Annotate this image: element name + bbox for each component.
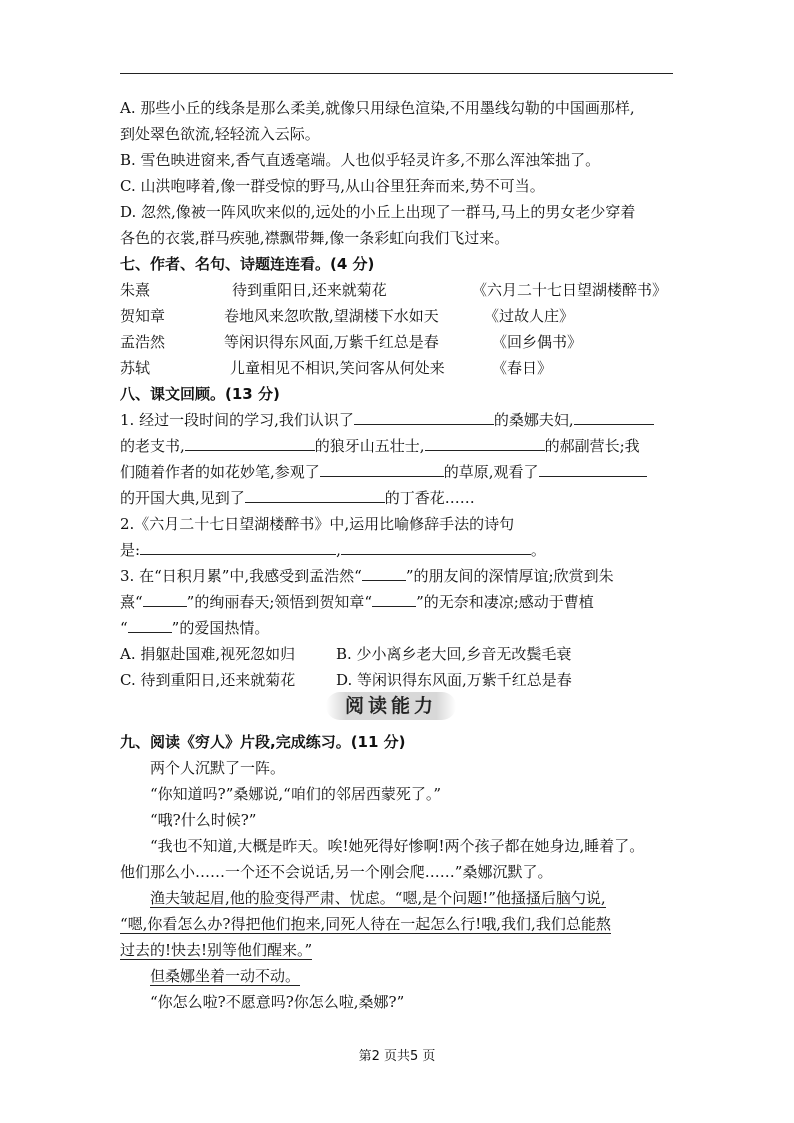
underlined-text: “嗯,你看怎么办?得把他们抱来,同死人待在一起怎么行!哦,我们,我们总能熬	[120, 915, 611, 933]
q8-text: 们随着作者的如花妙笔,参观了	[120, 463, 320, 481]
answer-blank[interactable]	[140, 540, 336, 555]
q8-part3-line3	[120, 618, 269, 638]
q8-text: 1. 经过一段时间的学习,我们认识了	[120, 411, 354, 429]
q7-row	[0, 280, 794, 300]
q8-part3-line1	[120, 566, 614, 586]
q8-option-c: C. 待到重阳日,还来就菊花	[120, 671, 296, 689]
q8-option-b: B. 少小离乡老大回,乡音无改鬓毛衰	[336, 645, 572, 663]
answer-blank[interactable]	[354, 410, 494, 425]
q8-text: ”的朋友间的深情厚谊;欣赏到朱	[405, 567, 614, 585]
page-footer: 第2 页共5 页	[358, 1049, 436, 1064]
passage-line: “你知道吗?”桑娜说,“咱们的邻居西蒙死了。”	[150, 785, 441, 803]
q7-poem-title: 《回乡偶书》	[492, 333, 583, 351]
q8-heading: 八、课文回顾。(13 分)	[120, 385, 280, 403]
q8-text: 的郝副营长;我	[544, 437, 640, 455]
passage-line: “你怎么啦?不愿意吗?你怎么啦,桑娜?”	[150, 993, 405, 1011]
answer-blank[interactable]	[320, 462, 444, 477]
answer-blank[interactable]	[425, 436, 545, 451]
q9-heading: 九、阅读《穷人》片段,完成练习。(11 分)	[120, 733, 406, 751]
passage-underlined-line	[120, 914, 611, 934]
underlined-text: 渔夫皱起眉,他的脸变得严肃、忧虑。“嗯,是个问题!”他搔搔后脑勺说,	[150, 889, 606, 907]
passage-line: “我也不知道,大概是昨天。唉!她死得好惨啊!两个孩子都在她身边,睡着了。	[150, 837, 645, 855]
answer-blank[interactable]	[341, 540, 531, 555]
section-banner: 阅读能力	[326, 692, 456, 720]
underlined-text: 过去的!快去!别等他们醒来。”	[120, 941, 313, 959]
q8-part1-line2	[120, 436, 640, 456]
q8-options-row1	[0, 644, 794, 664]
q8-part2-line2: 是: , 。	[120, 541, 546, 559]
q7-poem-line: 儿童相见不相识,笑问客从何处来	[230, 359, 445, 377]
q8-text: 。	[530, 541, 546, 559]
q6-option-d-line1: D. 忽然,像被一阵风吹来似的,远处的小丘上出现了一群马,马上的男女老少穿着	[120, 203, 636, 221]
q6-option-a-line2: 到处翠色欲流,轻轻流入云际。	[120, 125, 320, 143]
passage-line: “哦?什么时候?”	[150, 811, 257, 829]
header-rule	[120, 73, 673, 74]
q8-text: 的老支书,	[120, 437, 185, 455]
q7-author: 孟浩然	[120, 333, 166, 351]
q7-author: 苏轼	[120, 359, 151, 377]
q8-text: 3. 在“日积月累”中,我感受到孟浩然“	[120, 567, 362, 585]
q8-text: 的开国大典,见到了	[120, 489, 245, 507]
q6-option-a-line1: A. 那些小丘的线条是那么柔美,就像只用绿色渲染,不用墨线勾勒的中国画那样,	[120, 99, 635, 117]
q8-text: ”的绚丽春天;领悟到贺知章“	[186, 593, 373, 611]
q8-text: ”的爱国热情。	[171, 619, 270, 637]
q7-heading: 七、作者、名句、诗题连连看。(4 分)	[120, 255, 375, 273]
q8-text: “	[120, 619, 128, 637]
q8-part1-line3	[120, 462, 647, 482]
q8-text: 的桑娜夫妇,	[493, 411, 574, 429]
answer-blank[interactable]	[372, 592, 416, 607]
q7-poem-line: 卷地风来忽吹散,望湖楼下水如天	[224, 307, 439, 325]
q7-poem-title: 《六月二十七日望湖楼醉书》	[472, 281, 668, 299]
passage-line: 他们那么小……一个还不会说话,另一个刚会爬……”桑娜沉默了。	[120, 863, 553, 881]
passage-underlined-line	[120, 940, 312, 960]
q7-poem-line: 等闲识得东风面,万紫千红总是春	[224, 333, 439, 351]
q7-poem-title: 《过故人庄》	[484, 307, 575, 325]
underlined-text: 但桑娜坐着一动不动。	[150, 967, 301, 985]
answer-blank[interactable]	[245, 488, 385, 503]
q7-author: 贺知章	[120, 307, 166, 325]
passage-line: 两个人沉默了一阵。	[150, 759, 286, 777]
answer-blank[interactable]	[539, 462, 647, 477]
q8-text: 的丁香花……	[384, 489, 475, 507]
q8-part3-line2	[120, 592, 594, 612]
answer-blank[interactable]	[185, 436, 315, 451]
q8-text: 的狼牙山五壮士,	[314, 437, 425, 455]
q6-option-c: C. 山洪咆哮着,像一群受惊的野马,从山谷里狂奔而来,势不可当。	[120, 177, 545, 195]
q8-text: 的草原,观看了	[443, 463, 539, 481]
q7-row	[0, 332, 794, 352]
q8-options-row2	[0, 670, 794, 690]
q8-text: 熹“	[120, 593, 143, 611]
q7-poem-title: 《春日》	[492, 359, 553, 377]
answer-blank[interactable]	[574, 410, 654, 425]
q8-text: 是:	[120, 541, 141, 559]
answer-blank[interactable]	[143, 592, 187, 607]
passage-underlined-line	[150, 888, 606, 908]
q8-part2-line1: 2.《六月二十七日望湖楼醉书》中,运用比喻修辞手法的诗句	[120, 515, 515, 533]
passage-underlined-line	[150, 966, 300, 986]
q7-author: 朱熹	[120, 281, 151, 299]
answer-blank[interactable]	[128, 618, 172, 633]
answer-blank[interactable]	[362, 566, 406, 581]
q8-part1-line1	[120, 410, 654, 430]
q6-option-d-line2: 各色的衣裳,群马疾驰,襟飘带舞,像一条彩虹向我们飞过来。	[120, 229, 510, 247]
q7-row	[0, 358, 794, 378]
q8-text: ”的无奈和凄凉;感动于曹植	[416, 593, 594, 611]
q8-option-a: A. 捐躯赴国难,视死忽如归	[120, 645, 296, 663]
q6-option-b: B. 雪色映进窗来,香气直透毫端。人也似乎轻灵许多,不那么浑浊笨拙了。	[120, 151, 601, 169]
q7-poem-line: 待到重阳日,还来就菊花	[232, 281, 387, 299]
q8-part1-line4	[120, 488, 475, 508]
q8-option-d: D. 等闲识得东风面,万紫千红总是春	[336, 671, 572, 689]
q7-row	[0, 306, 794, 326]
